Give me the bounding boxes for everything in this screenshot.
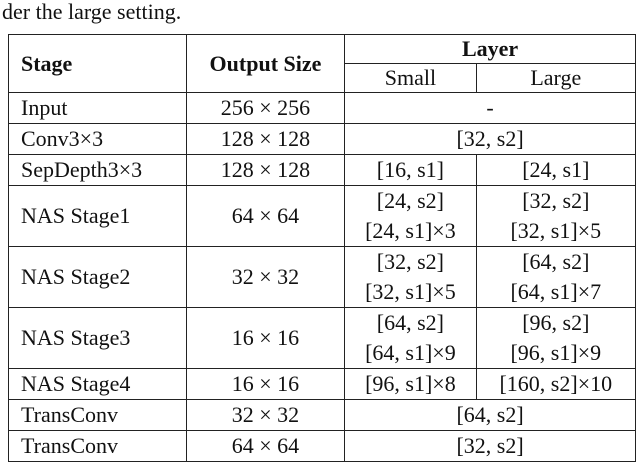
header-large: Large <box>476 64 635 93</box>
table-row <box>9 155 636 186</box>
layer-line: [96, s2] <box>522 310 590 335</box>
layer-line: [64, s2] <box>522 249 590 274</box>
layer-small-cell: [96, s1]×8 <box>345 369 476 400</box>
output-size-cell: 32 × 32 <box>186 247 344 308</box>
output-size-cell: 32 × 32 <box>186 400 344 431</box>
stage-cell: NAS Stage2 <box>9 247 187 308</box>
output-size-cell: 16 × 16 <box>186 369 344 400</box>
stage-cell: NAS Stage3 <box>9 308 187 369</box>
layer-line: [32, s1]×5 <box>365 279 456 304</box>
layer-small-cell <box>345 308 476 369</box>
stage-cell: SepDepth3×3 <box>9 155 187 186</box>
layer-line: [64, s1]×9 <box>365 340 456 365</box>
stage-cell: NAS Stage4 <box>9 369 187 400</box>
layer-merged-cell: [32, s2] <box>345 124 636 155</box>
table-row <box>9 186 636 247</box>
output-size-cell: 64 × 64 <box>186 186 344 247</box>
layer-large-cell: [24, s1] <box>476 155 635 186</box>
layer-large-cell <box>476 308 635 369</box>
output-size-cell: 128 × 128 <box>186 124 344 155</box>
layer-large-cell: [160, s2]×10 <box>476 369 635 400</box>
layer-line: [24, s1]×3 <box>365 218 456 243</box>
layer-small-cell <box>345 186 476 247</box>
table-row <box>9 308 636 369</box>
layer-large-cell <box>476 247 635 308</box>
layer-small-cell <box>345 247 476 308</box>
layer-line: [64, s1]×7 <box>510 279 602 304</box>
table-row <box>9 369 636 400</box>
layer-line: [24, s2] <box>376 188 444 213</box>
header-stage: Stage <box>9 35 187 93</box>
layer-line: [32, s2] <box>376 249 444 274</box>
layer-small-cell: [16, s1] <box>345 155 476 186</box>
table-row <box>9 124 636 155</box>
layer-large-cell <box>476 186 635 247</box>
output-size-cell: 16 × 16 <box>186 308 344 369</box>
stage-cell: NAS Stage1 <box>9 186 187 247</box>
stage-cell: Conv3×3 <box>9 124 187 155</box>
header-small: Small <box>345 64 476 93</box>
table-row <box>9 431 636 462</box>
layer-line: [32, s2] <box>522 188 590 213</box>
table-row <box>9 247 636 308</box>
output-size-cell: 128 × 128 <box>186 155 344 186</box>
output-size-cell: 256 × 256 <box>186 93 344 124</box>
table-row <box>9 400 636 431</box>
layer-merged-cell: [32, s2] <box>345 431 636 462</box>
output-size-cell: 64 × 64 <box>186 431 344 462</box>
layer-line: [64, s2] <box>376 310 444 335</box>
header-output-size: Output Size <box>186 35 344 93</box>
header-layer: Layer <box>345 35 636 64</box>
layer-merged-cell: - <box>345 93 636 124</box>
caption-fragment: der the large setting. <box>2 0 182 24</box>
layer-line: [32, s1]×5 <box>510 218 602 243</box>
architecture-table <box>8 34 636 462</box>
table-row <box>9 93 636 124</box>
stage-cell: TransConv <box>9 431 187 462</box>
layer-merged-cell: [64, s2] <box>345 400 636 431</box>
layer-line: [96, s1]×9 <box>510 340 602 365</box>
stage-cell: TransConv <box>9 400 187 431</box>
stage-cell: Input <box>9 93 187 124</box>
